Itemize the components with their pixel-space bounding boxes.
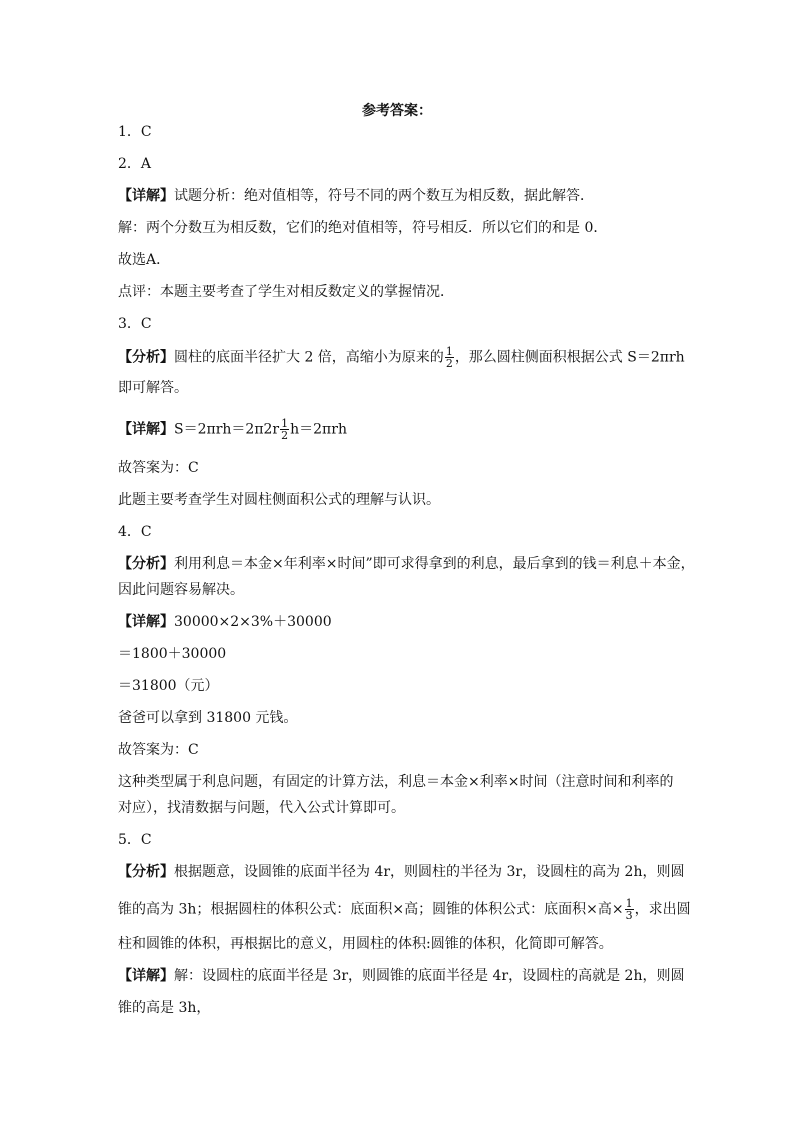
analysis-tag: 【分析】 bbox=[118, 349, 174, 366]
fraction-one-half bbox=[280, 418, 289, 441]
q2-comment: 点评：本题主要考查了学生对相反数定义的掌握情况． bbox=[118, 284, 454, 300]
detail-tag: 【详解】 bbox=[118, 614, 174, 630]
page-title: 参考答案： bbox=[362, 103, 432, 119]
q3-analysis-cont: 即可解答。 bbox=[118, 380, 188, 396]
answer-3: 3．C bbox=[118, 316, 152, 332]
q4-analysis-cont: 因此问题容易解决。 bbox=[118, 582, 244, 598]
fraction-numerator: 1 bbox=[625, 897, 633, 910]
q3-analysis bbox=[118, 346, 685, 369]
q4-answer: 故答案为：C bbox=[118, 742, 199, 758]
q4-step-1: ＝1800＋30000 bbox=[118, 646, 227, 662]
q3-detail bbox=[118, 418, 347, 441]
q3-detail-text-b: h＝2πrh bbox=[290, 421, 347, 438]
q4-detail-text: 30000×2×3%＋30000 bbox=[174, 614, 332, 630]
detail-tag: 【详解】 bbox=[118, 188, 174, 204]
fraction-denominator: 3 bbox=[625, 909, 633, 922]
q5-analysis bbox=[118, 862, 684, 882]
analysis-tag: 【分析】 bbox=[118, 556, 174, 572]
q3-analysis-text-a: 圆柱的底面半径扩大 2 倍，高缩小为原来的 bbox=[174, 349, 444, 366]
q5-detail bbox=[118, 966, 684, 986]
q5-analysis-line-3: 柱和圆锥的体积，再根据比的意义，用圆柱的体积:圆锥的体积，化简即可解答。 bbox=[118, 936, 613, 952]
q3-detail-text-a: S＝2πrh＝2π2r bbox=[174, 421, 280, 438]
answer-5: 5．C bbox=[118, 832, 152, 848]
q3-summary: 此题主要考查学生对圆柱侧面积公式的理解与认识。 bbox=[118, 492, 440, 508]
q2-choice: 故选A． bbox=[118, 252, 171, 268]
fraction-denominator: 2 bbox=[445, 357, 453, 370]
q4-analysis-text: 利用利息＝本金×年利率×时间”即可求得拿到的利息，最后拿到的钱＝利息＋本金， bbox=[174, 556, 695, 572]
analysis-tag: 【分析】 bbox=[118, 864, 174, 880]
q5-analysis-text-2b: ，求出圆 bbox=[634, 901, 691, 918]
detail-tag: 【详解】 bbox=[118, 421, 174, 438]
q2-detail-text: 试题分析：绝对值相等，符号不同的两个数互为相反数，据此解答． bbox=[174, 188, 594, 204]
answer-2: 2．A bbox=[118, 156, 152, 172]
q4-step-2: ＝31800（元） bbox=[118, 678, 219, 694]
fraction-one-third bbox=[625, 898, 634, 921]
q3-analysis-text-b: ，那么圆柱侧面积根据公式 S＝2πrh bbox=[454, 349, 685, 366]
fraction-numerator: 1 bbox=[281, 417, 289, 430]
q4-result: 爸爸可以拿到 31800 元钱。 bbox=[118, 710, 298, 726]
answer-1: 1．C bbox=[118, 124, 152, 140]
q5-detail-text-1: 解：设圆柱的底面半径是 3r，则圆锥的底面半径是 4r，设圆柱的高就是 2h，则圆 bbox=[174, 968, 685, 984]
detail-tag: 【详解】 bbox=[118, 968, 174, 984]
q5-analysis-text-1: 根据题意，设圆锥的底面半径为 4r，则圆柱的半径为 3r，设圆柱的高为 2h，则圆 bbox=[174, 864, 685, 880]
q5-analysis-text-2a: 锥的高为 3h；根据圆柱的体积公式：底面积×高；圆锥的体积公式：底面积×高× bbox=[118, 901, 624, 918]
fraction-numerator: 1 bbox=[445, 345, 453, 358]
q3-answer: 故答案为：C bbox=[118, 460, 199, 476]
q4-detail bbox=[118, 612, 332, 632]
q4-summary: 这种类型属于利息问题，有固定的计算方法，利息＝本金×利率×时间（注意时间和利率的 bbox=[118, 774, 674, 790]
q5-analysis-line-2 bbox=[118, 898, 691, 921]
fraction-one-half bbox=[445, 346, 454, 369]
q2-detail bbox=[118, 186, 594, 206]
answer-4: 4．C bbox=[118, 524, 152, 540]
q4-summary-cont: 对应），找清数据与问题，代入公式计算即可。 bbox=[118, 800, 405, 816]
q4-analysis bbox=[118, 554, 695, 574]
q5-detail-cont: 锥的高是 3h， bbox=[118, 1000, 211, 1016]
q2-solution: 解：两个分数互为相反数，它们的绝对值相等，符号相反．所以它们的和是 0． bbox=[118, 220, 608, 236]
fraction-denominator: 2 bbox=[281, 429, 289, 442]
